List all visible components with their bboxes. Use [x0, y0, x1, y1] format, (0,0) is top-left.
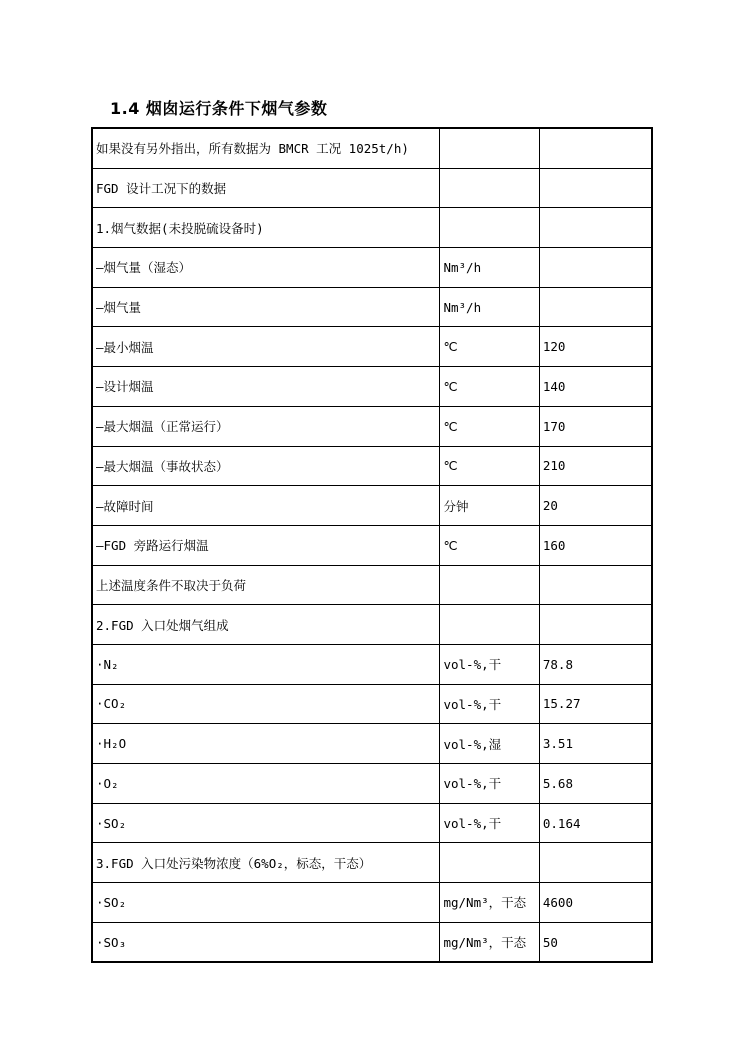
cell-param: —烟气量	[92, 287, 440, 327]
table-row	[92, 327, 652, 367]
cell-unit: mg/Nm³，干态	[440, 883, 539, 923]
table-row	[92, 287, 652, 327]
cell-unit: ℃	[440, 367, 539, 407]
cell-value: 170	[539, 406, 652, 446]
cell-unit: vol-%,干	[440, 764, 539, 804]
cell-value: 5.68	[539, 764, 652, 804]
cell-value: 0.164	[539, 803, 652, 843]
cell-param: —FGD 旁路运行烟温	[92, 525, 440, 565]
table-row	[92, 843, 652, 883]
cell-value	[539, 128, 652, 168]
cell-unit: Nm³/h	[440, 287, 539, 327]
cell-param: 上述温度条件不取决于负荷	[92, 565, 440, 605]
cell-value: 3.51	[539, 724, 652, 764]
cell-unit: ℃	[440, 406, 539, 446]
table-row	[92, 248, 652, 288]
cell-unit	[440, 605, 539, 645]
cell-param: 1.烟气数据(未投脱硫设备时)	[92, 208, 440, 248]
cell-value	[539, 248, 652, 288]
flue-gas-parameter-table	[91, 127, 653, 963]
cell-unit	[440, 843, 539, 883]
cell-unit: vol-%,湿	[440, 724, 539, 764]
table-row	[92, 565, 652, 605]
cell-value: 4600	[539, 883, 652, 923]
cell-value	[539, 565, 652, 605]
cell-value: 78.8	[539, 644, 652, 684]
cell-unit	[440, 168, 539, 208]
cell-unit: vol-%,干	[440, 644, 539, 684]
table-row	[92, 208, 652, 248]
cell-unit: vol-%,干	[440, 803, 539, 843]
cell-param: ·SO₂	[92, 883, 440, 923]
table-row	[92, 406, 652, 446]
cell-unit	[440, 208, 539, 248]
cell-param: ·SO₃	[92, 922, 440, 962]
table-row	[92, 764, 652, 804]
cell-param: —最大烟温（正常运行）	[92, 406, 440, 446]
cell-value: 210	[539, 446, 652, 486]
table-row	[92, 367, 652, 407]
cell-param: ·O₂	[92, 764, 440, 804]
cell-param: ·N₂	[92, 644, 440, 684]
cell-param: —烟气量（湿态）	[92, 248, 440, 288]
cell-unit: Nm³/h	[440, 248, 539, 288]
cell-param: ·H₂O	[92, 724, 440, 764]
cell-param: —设计烟温	[92, 367, 440, 407]
table-row	[92, 644, 652, 684]
cell-value: 15.27	[539, 684, 652, 724]
cell-unit: ℃	[440, 327, 539, 367]
cell-unit	[440, 565, 539, 605]
cell-value: 160	[539, 525, 652, 565]
cell-param: 如果没有另外指出，所有数据为 BMCR 工况 1025t/h)	[92, 128, 440, 168]
cell-param: 3.FGD 入口处污染物浓度（6%O₂，标态，干态）	[92, 843, 440, 883]
cell-param: ·SO₂	[92, 803, 440, 843]
table-row	[92, 605, 652, 645]
cell-value	[539, 208, 652, 248]
table-row	[92, 724, 652, 764]
table-row	[92, 168, 652, 208]
cell-value	[539, 843, 652, 883]
cell-param: —最小烟温	[92, 327, 440, 367]
table-row	[92, 803, 652, 843]
cell-unit: ℃	[440, 446, 539, 486]
table-row	[92, 883, 652, 923]
cell-unit: mg/Nm³，干态	[440, 922, 539, 962]
table-row	[92, 525, 652, 565]
cell-unit: vol-%,干	[440, 684, 539, 724]
cell-value: 20	[539, 486, 652, 526]
cell-unit	[440, 128, 539, 168]
cell-unit: ℃	[440, 525, 539, 565]
cell-value: 120	[539, 327, 652, 367]
cell-value: 140	[539, 367, 652, 407]
table-row	[92, 684, 652, 724]
cell-value	[539, 168, 652, 208]
table-row	[92, 128, 652, 168]
section-title: 1.4 烟囱运行条件下烟气参数	[110, 99, 328, 118]
cell-value	[539, 287, 652, 327]
cell-param: ·CO₂	[92, 684, 440, 724]
table-row	[92, 922, 652, 962]
cell-param: 2.FGD 入口处烟气组成	[92, 605, 440, 645]
cell-value: 50	[539, 922, 652, 962]
cell-value	[539, 605, 652, 645]
cell-param: —最大烟温（事故状态）	[92, 446, 440, 486]
cell-param: —故障时间	[92, 486, 440, 526]
cell-param: FGD 设计工况下的数据	[92, 168, 440, 208]
table-row	[92, 486, 652, 526]
cell-unit: 分钟	[440, 486, 539, 526]
table-row	[92, 446, 652, 486]
